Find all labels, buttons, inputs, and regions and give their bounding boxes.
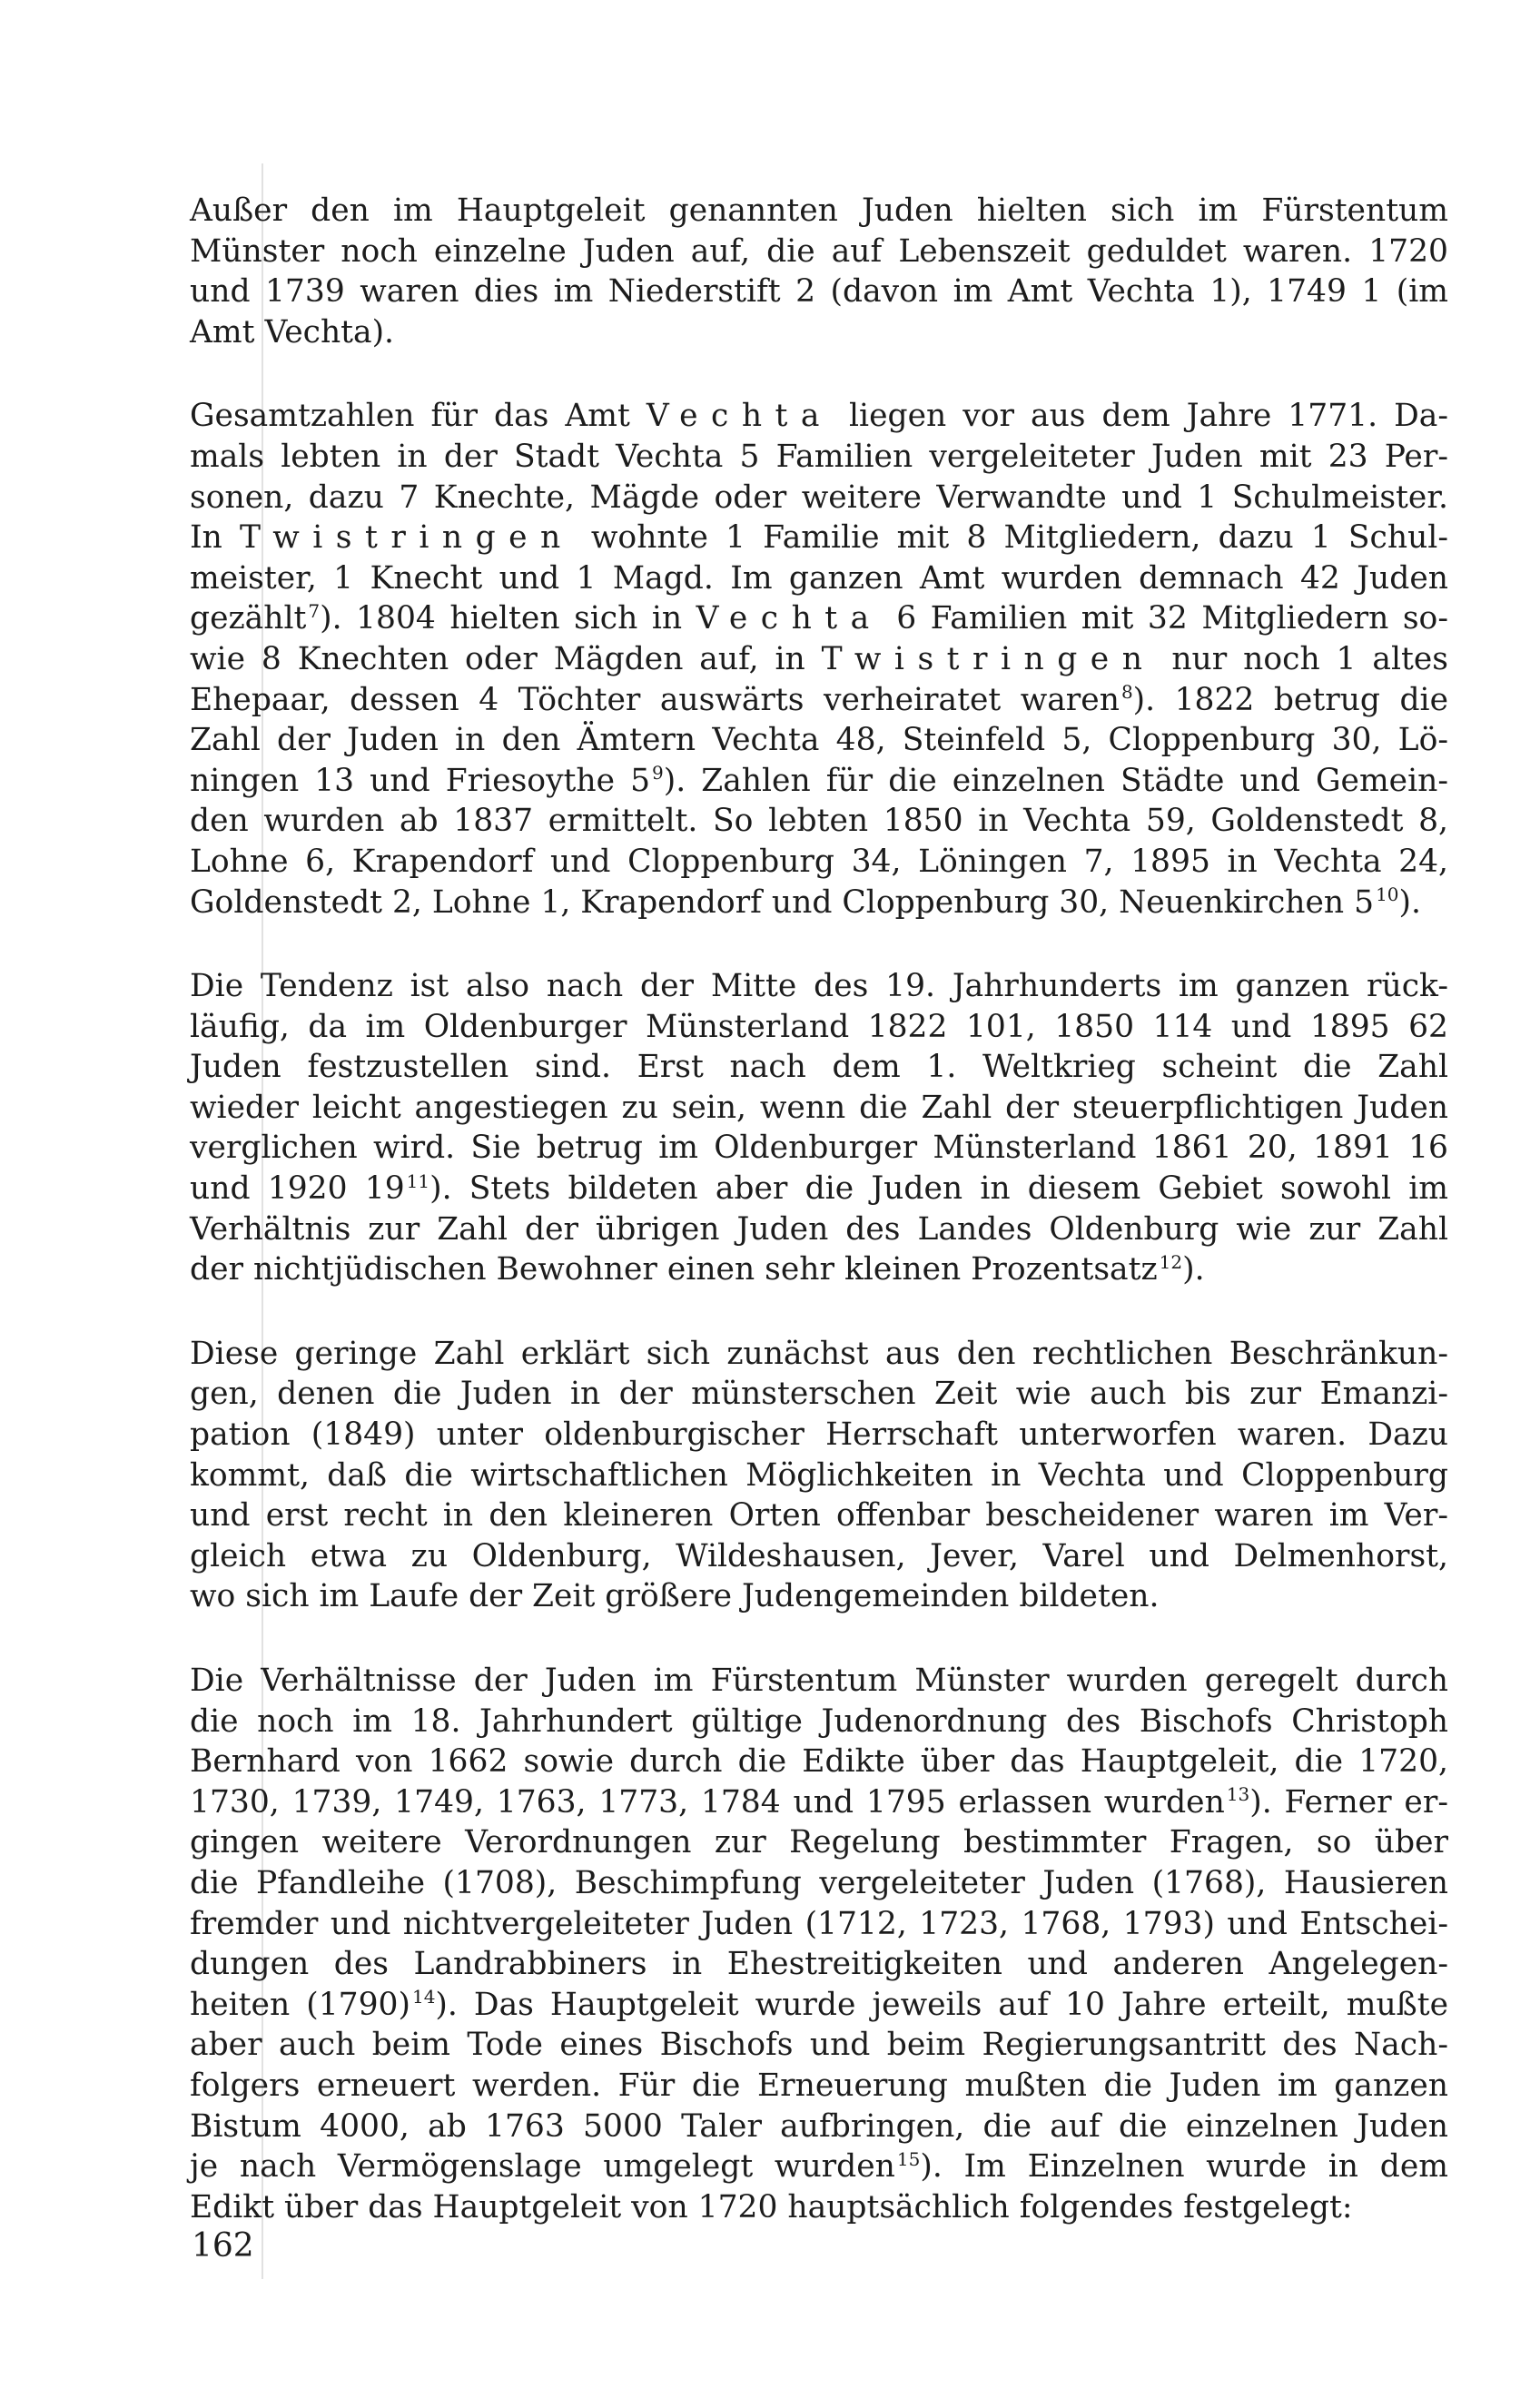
text-line: In Twistringen wohnte 1 Familie mit 8 Mitgliedern, dazu 1 Schul- [190,519,1448,557]
text-line: Die Tendenz ist also nach der Mitte des 19. Jahrhunderts im ganzen rück- [190,968,1448,1005]
text-line: Bernhard von 1662 sowie durch die Edikte über das Hauptgeleit, die 1720, [190,1743,1448,1781]
text-line: und erst recht in den kleineren Orten offenbar bescheidener waren im Ver- [190,1497,1448,1535]
text-line: gleich etwa zu Oldenburg, Wildeshausen, Jever, Varel und Delmenhorst, [190,1537,1448,1574]
text-line: heiten (1790)$^{14}$). Das Hauptgeleit wurde jeweils auf 10 Jahre erteilt, mußte [190,1986,1448,2023]
text-line: Münster noch einzelne Juden auf, die auf Lebenszeit geduldet waren. 1720 [190,232,1448,270]
text-line: die Pfandleihe (1708), Beschimpfung vergeleiteter Juden (1768), Hausieren [190,1864,1448,1901]
page-number: 162 [192,2227,254,2265]
text-line: 1730, 1739, 1749, 1763, 1773, 1784 und 1795 erlassen wurden$^{13}$). Ferner er- [190,1783,1448,1821]
text-line: sonen, dazu 7 Knechte, Mägde oder weitere Verwandte und 1 Schulmeister. [190,479,1448,516]
footnote-marker: 15 [896,2147,921,2170]
text-line: wo sich im Laufe der Zeit größere Judengemeinden bildeten. [190,1578,1160,1615]
text-line: wie 8 Knechten oder Mägden auf, in Twistringen nur noch 1 altes [190,640,1448,677]
text-line: Zahl der Juden in den Ämtern Vechta 48, Steinfeld 5, Cloppenburg 30, Lö- [190,722,1448,759]
text-line: meister, 1 Knecht und 1 Magd. Im ganzen Amt wurden demnach 42 Juden [190,559,1448,597]
footnote-marker: 10 [1376,883,1399,905]
text-line: Edikt über das Hauptgeleit von 1720 hauptsächlich folgendes festgelegt: [190,2188,1353,2225]
footnote-marker: 9 [652,762,664,785]
text-line: Bistum 4000, ab 1763 5000 Taler aufbringen, die auf die einzelnen Juden [190,2107,1448,2145]
spaced-place-name: Vechta [646,398,833,435]
text-line: mals lebten in der Stadt Vechta 5 Familien vergeleiteter Juden mit 23 Per- [190,438,1448,475]
footnote-marker: 12 [1159,1250,1183,1273]
paragraph-1 [190,191,1448,352]
text-line: ningen 13 und Friesoythe 5$^9$). Zahlen für die einzelnen Städte und Gemein- [190,762,1448,799]
paragraph-3 [190,966,1448,1290]
text-line: gen, denen die Juden in der münsterschen Zeit wie auch bis zur Emanzi- [190,1376,1448,1413]
text-line: Lohne 6, Krapendorf und Cloppenburg 34, Löningen 7, 1895 in Vechta 24, [190,843,1448,880]
text-line: aber auch beim Tode eines Bischofs und beim Regierungsantritt des Nach- [190,2027,1448,2064]
text-line: folgers erneuert werden. Für die Erneuerung mußten die Juden im ganzen [190,2067,1448,2104]
text-line: läufig, da im Oldenburger Münsterland 1822 101, 1850 114 und 1895 62 [190,1008,1448,1045]
text-line: Diese geringe Zahl erklärt sich zunächst aus den rechtlichen Beschränkun- [190,1335,1448,1372]
text-line: verglichen wird. Sie betrug im Oldenburger Münsterland 1861 20, 1891 16 [190,1130,1448,1167]
footnote-marker: 14 [411,1986,436,2008]
text-line: Verhältnis zur Zahl der übrigen Juden des Landes Oldenburg wie zur Zahl [190,1210,1448,1248]
paragraph-4 [190,1334,1448,1617]
footnote-marker: 7 [308,599,321,622]
body-text [190,191,1448,2271]
spaced-place-name: Vechta [696,600,883,637]
text-line: Außer den im Hauptgeleit genannten Juden hielten sich im Fürstentum [190,192,1448,229]
text-line: und 1739 waren dies im Niederstift 2 (davon im Amt Vechta 1), 1749 1 (im [190,273,1448,311]
text-line: Ehepaar, dessen 4 Töchter auswärts verheiratet waren$^8$). 1822 betrug die [190,681,1448,718]
text-line: Gesamtzahlen für das Amt Vechta liegen vor aus dem Jahre 1771. Da- [190,398,1448,435]
text-line: dungen des Landrabbiners in Ehestreitigkeiten und anderen Angelegen- [190,1946,1448,1983]
text-line: Die Verhältnisse der Juden im Fürstentum Münster wurden geregelt durch [190,1663,1448,1699]
text-line: wieder leicht angestiegen zu sein, wenn die Zahl der steuerpflichtigen Juden [190,1089,1448,1126]
paragraph-2 [190,396,1448,923]
spaced-place-name: Twistringen [239,519,574,557]
text-line: der nichtjüdischen Bewohner einen sehr kleinen Prozentsatz$^{12}$). [190,1250,1205,1288]
text-line: Amt Vechta). [190,313,395,350]
text-line: gezählt$^7$). 1804 hielten sich in Vechta 6 Familien mit 32 Mitgliedern so- [190,599,1448,637]
text-line: Juden festzustellen sind. Erst nach dem 1. Weltkrieg scheint die Zahl [190,1049,1448,1086]
text-line: und 1920 19$^{11}$). Stets bildeten aber die Juden in diesem Gebiet sowohl im [190,1169,1448,1208]
paragraph-5 [190,1661,1448,2227]
text-line: gingen weitere Verordnungen zur Regelung bestimmter Fragen, so über [190,1824,1448,1861]
text-line: fremder und nichtvergeleiteter Juden (1712, 1723, 1768, 1793) und Entschei- [190,1905,1448,1942]
text-line: den wurden ab 1837 ermittelt. So lebten 1850 in Vechta 59, Goldenstedt 8, [190,803,1448,840]
footnote-marker: 13 [1226,1783,1250,1806]
footnote-marker: 11 [406,1169,430,1192]
footnote-marker: 8 [1120,681,1133,704]
spaced-place-name: Twistringen [821,640,1156,677]
text-line: je nach Vermögenslage umgelegt wurden$^{15}$). Im Einzelnen wurde in dem [190,2147,1448,2186]
text-line: pation (1849) unter oldenburgischer Herrschaft unterworfen waren. Dazu [190,1416,1448,1454]
text-line: kommt, daß die wirtschaftlichen Möglichkeiten in Vechta und Cloppenburg [190,1456,1448,1494]
text-line: Goldenstedt 2, Lohne 1, Krapendorf und Cloppenburg 30, Neuenkirchen 5$^{10}$). [190,883,1421,921]
text-line: die noch im 18. Jahrhundert gültige Judenordnung des Bischofs Christoph [190,1702,1448,1740]
